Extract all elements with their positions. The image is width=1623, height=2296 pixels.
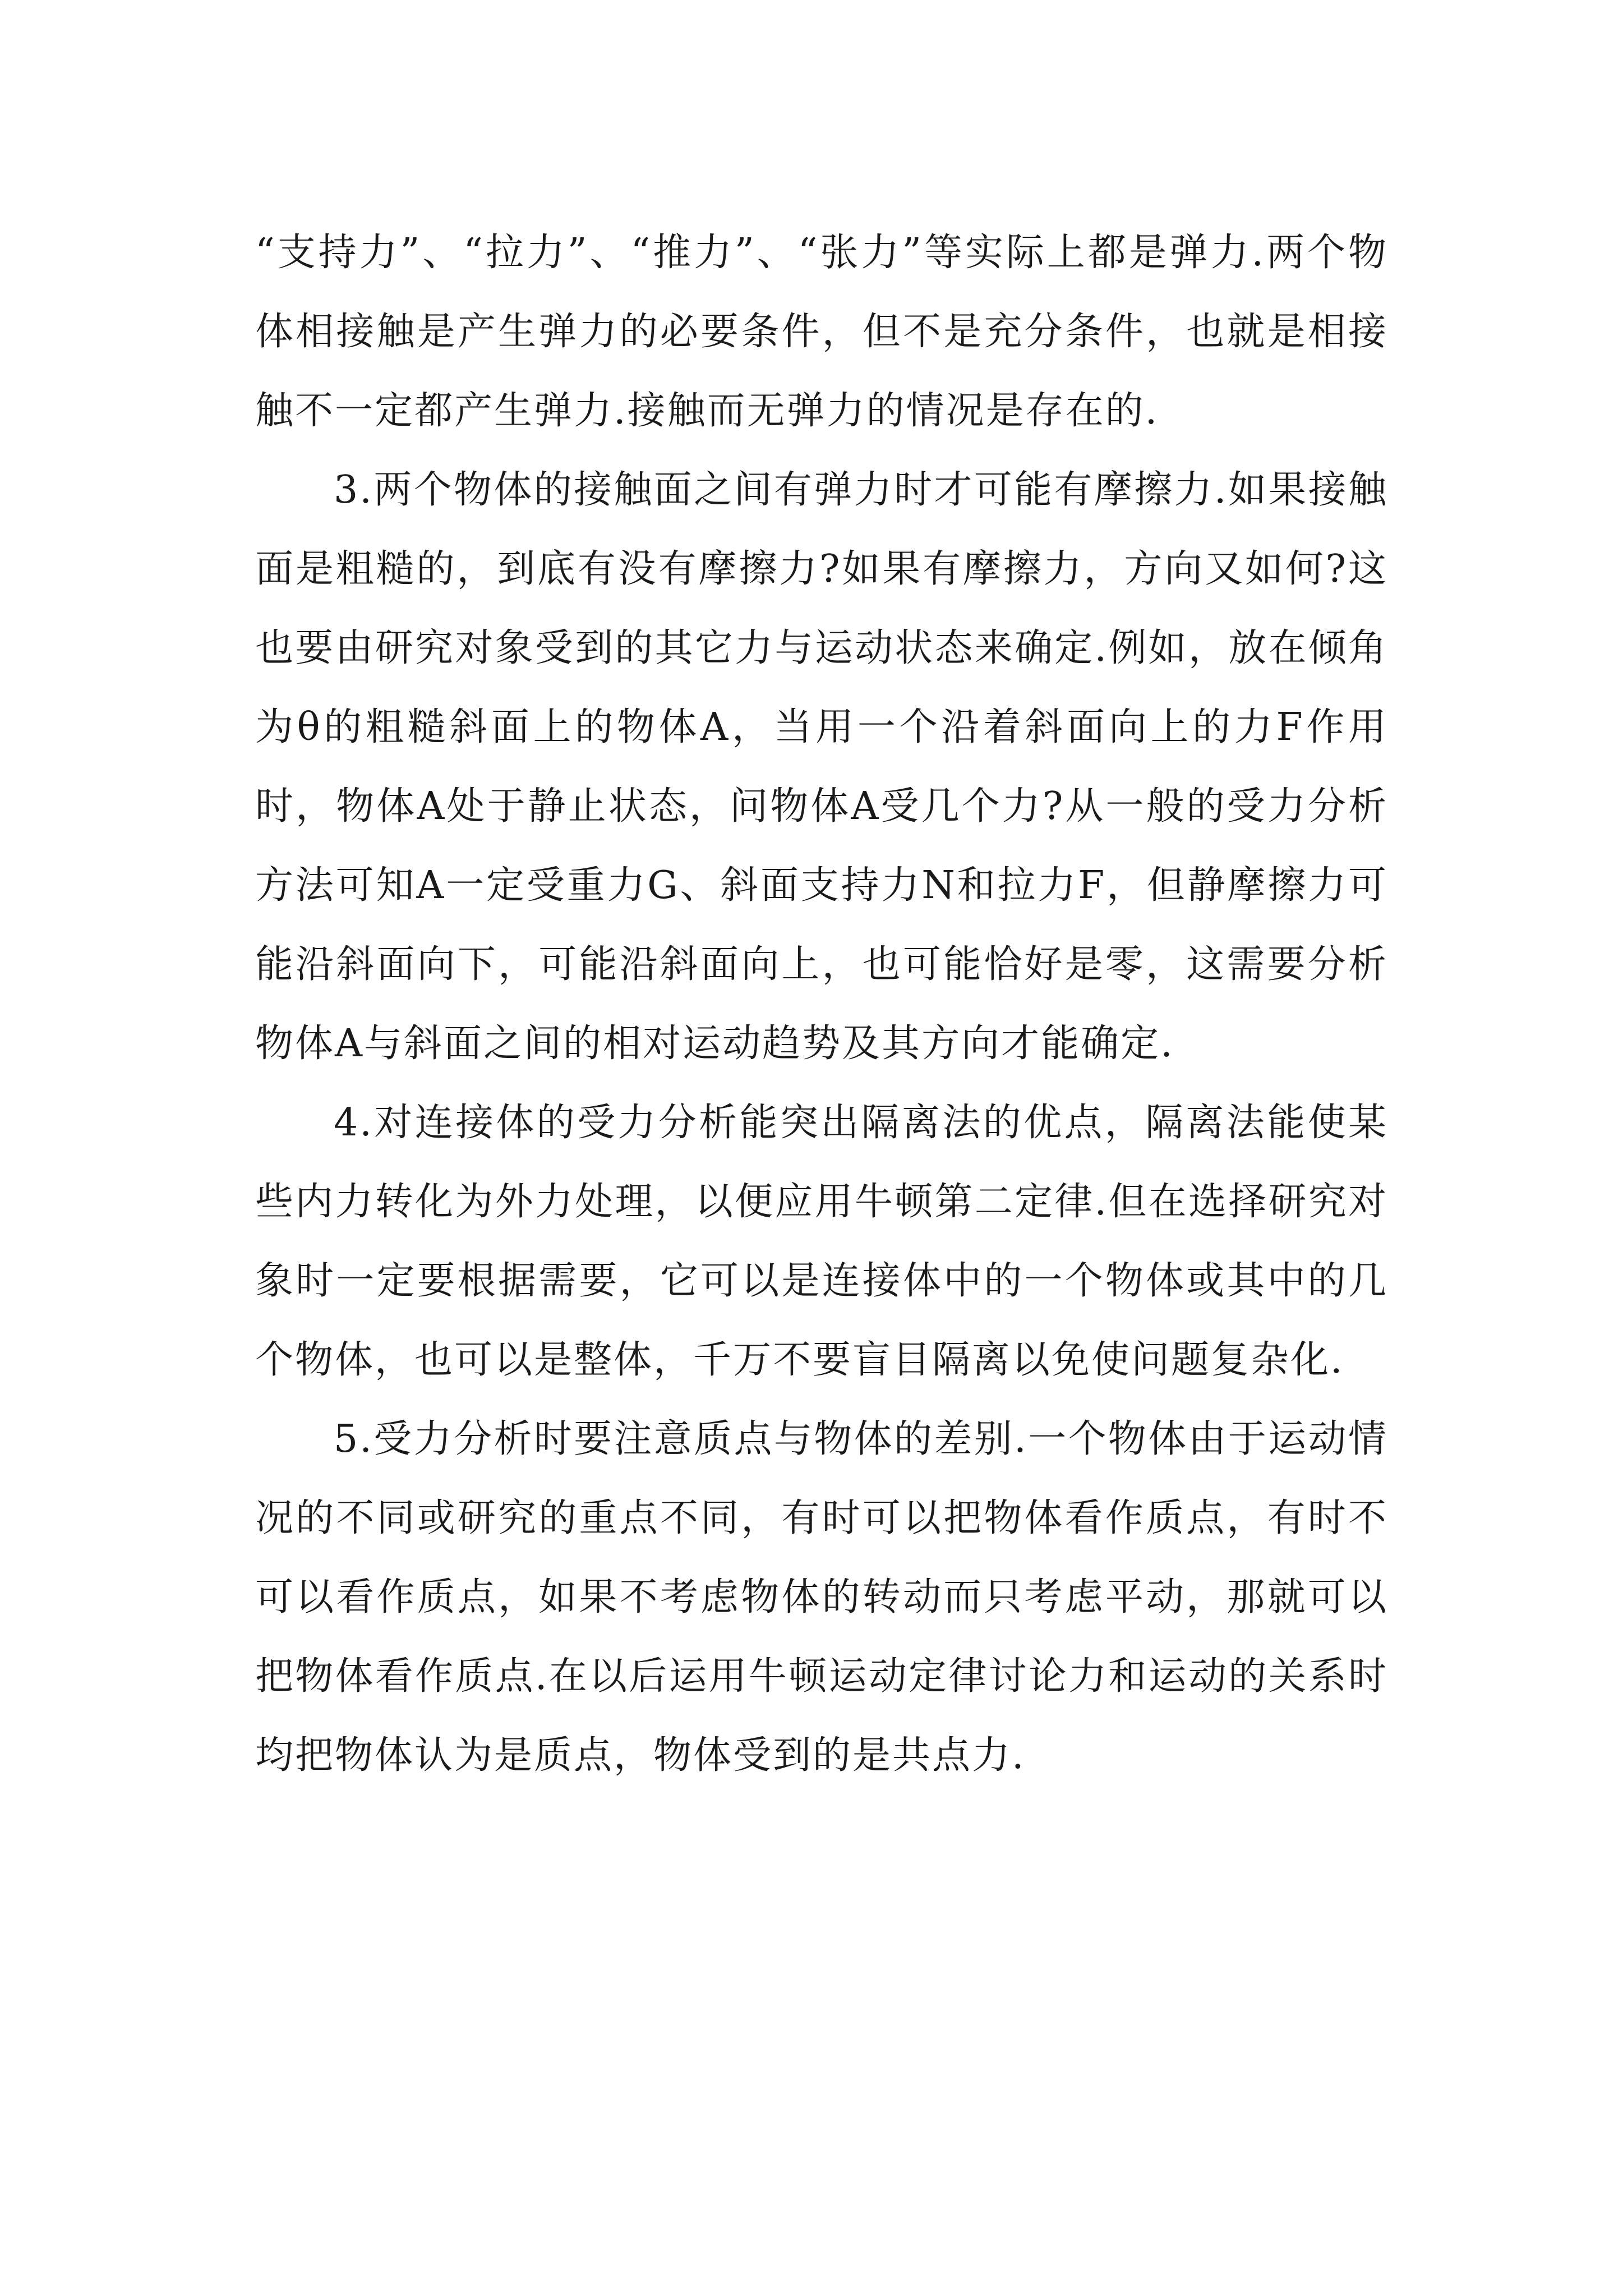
- paragraph-point-3-friction: 3.两个物体的接触面之间有弹力时才可能有摩擦力.如果接触面是粗糙的，到底有没有摩擦力?如果有摩擦力，方向又如何?这也要由研究对象受到的其它力与运动状态来确定.例如，放在倾角为θ的粗糙斜面上的物体A，当用一个沿着斜面向上的力F作用时，物体A处于静止状态，问物体A受几个力?从一般的受力分析方法可知A一定受重力G、斜面支持力N和拉力F，但静摩擦力可能沿斜面向下，可能沿斜面向上，也可能恰好是零，这需要分析物体A与斜面之间的相对运动趋势及其方向才能确定.: [255, 468, 1388, 1066]
- paragraph-elastic-force-summary: “支持力”、“拉力”、“推力”、“张力”等实际上都是弹力.两个物体相接触是产生弹力的必要条件，但不是充分条件，也就是相接触不一定都产生弹力.接触而无弹力的情况是存在的.: [255, 231, 1388, 433]
- document-body: [255, 213, 1388, 1795]
- paragraph-point-5-particle-vs-body: 5.受力分析时要注意质点与物体的差别.一个物体由于运动情况的不同或研究的重点不同，有时可以把物体看作质点，有时不可以看作质点，如果不考虑物体的转动而只考虑平动，那就可以把物体看作质点.在以后运用牛顿运动定律讨论力和运动的关系时均把物体认为是质点，物体受到的是共点力.: [255, 1417, 1388, 1778]
- paragraph-point-4-connected-bodies: 4.对连接体的受力分析能突出隔离法的优点，隔离法能使某些内力转化为外力处理，以便应用牛顿第二定律.但在选择研究对象时一定要根据需要，它可以是连接体中的一个物体或其中的几个物体，也可以是整体，千万不要盲目隔离以免使问题复杂化.: [255, 1101, 1388, 1382]
